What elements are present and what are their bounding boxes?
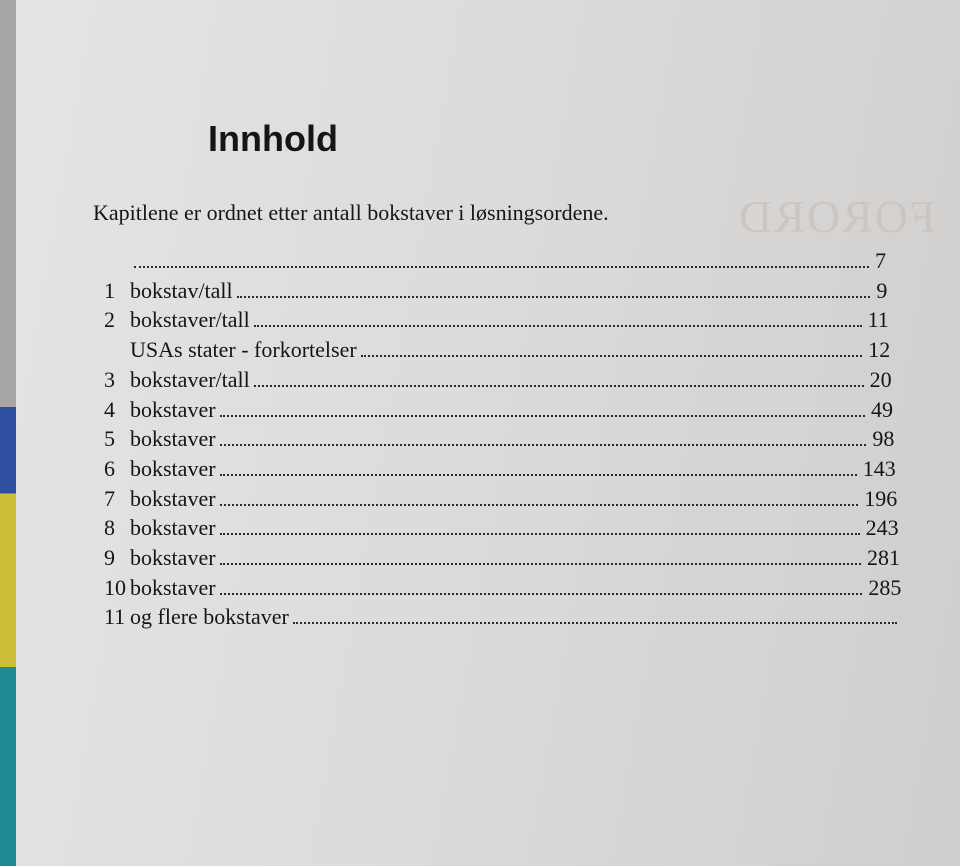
- toc-page-number: 143: [862, 455, 896, 481]
- toc-chapter-number: 7: [104, 485, 115, 511]
- toc-dot-leader: [220, 533, 860, 535]
- toc-page-number: 12: [868, 337, 891, 363]
- toc-chapter-number: 3: [104, 366, 115, 392]
- toc-chapter-label: bokstaver/tall: [130, 307, 250, 333]
- toc-dot-leader: [254, 385, 864, 387]
- toc-row: [104, 248, 886, 272]
- toc-chapter-label: bokstaver: [130, 574, 216, 600]
- toc-chapter-number: 9: [104, 545, 115, 570]
- toc-chapter-label: bokstaver: [130, 515, 216, 541]
- toc-page-number: 243: [865, 515, 899, 541]
- toc-chapter-label: bokstaver: [130, 455, 216, 481]
- toc-chapter-label: bokstaver: [130, 426, 216, 452]
- toc-dot-leader: [220, 504, 859, 506]
- toc-chapter-number: 6: [104, 455, 115, 481]
- toc-dot-leader: [293, 622, 897, 624]
- toc-row: [104, 575, 901, 599]
- toc-chapter-number: 5: [104, 426, 115, 452]
- toc-chapter-number: 10: [104, 574, 126, 600]
- toc-page-number: 49: [871, 396, 893, 422]
- toc-dot-leader: [220, 563, 861, 565]
- toc-chapter-number: 8: [104, 515, 115, 541]
- intro-text: Kapitlene er ordnet etter antall bokstaver i løsningsordene.: [93, 200, 609, 225]
- toc-page-number: 196: [864, 485, 898, 511]
- toc-chapter-number: 4: [104, 396, 115, 422]
- toc-row: [104, 367, 892, 391]
- toc-chapter-number: 1: [104, 277, 115, 303]
- toc-row: [104, 278, 887, 302]
- toc-row: [104, 486, 897, 510]
- book-page: [16, 0, 960, 866]
- toc-row: [104, 604, 903, 628]
- toc-page-number: 98: [872, 426, 895, 452]
- toc-dot-leader: [220, 444, 867, 446]
- toc-dot-leader: [220, 415, 865, 417]
- toc-row: [104, 307, 889, 331]
- toc-page-number: 9: [876, 277, 888, 303]
- toc-chapter-number: 11: [104, 604, 126, 630]
- toc-dot-leader: [220, 593, 863, 595]
- toc-chapter-label: bokstaver: [130, 396, 216, 422]
- toc-page-number: 20: [869, 366, 892, 392]
- toc-row: [104, 515, 899, 539]
- page-title: Innhold: [208, 118, 338, 159]
- toc-page-number: 281: [867, 545, 900, 570]
- toc-page-number: 11: [867, 307, 889, 333]
- toc-row: [104, 426, 894, 450]
- toc-chapter-label: bokstaver: [130, 545, 216, 570]
- bleed-through-text: FORORD: [737, 191, 936, 242]
- toc-chapter-label: bokstaver: [130, 485, 216, 511]
- toc-chapter-label: USAs stater - forkortelser: [130, 337, 357, 363]
- toc-row: [104, 397, 893, 421]
- toc-chapter-label: bokstav/tall: [130, 277, 233, 303]
- toc-dot-leader: [220, 474, 857, 476]
- toc-dot-leader: [361, 355, 863, 357]
- toc-chapter-label: bokstaver/tall: [130, 366, 250, 392]
- toc-dot-leader: [134, 266, 869, 268]
- toc-chapter-number: 2: [104, 307, 115, 333]
- toc-page-number: 7: [875, 248, 886, 273]
- toc-row: [104, 337, 890, 361]
- toc-chapter-label: og flere bokstaver: [130, 604, 289, 630]
- toc-page-number: 285: [868, 574, 902, 600]
- toc-row: [104, 545, 900, 569]
- toc-dot-leader: [254, 325, 862, 327]
- toc-dot-leader: [237, 296, 871, 298]
- toc-row: [104, 456, 896, 480]
